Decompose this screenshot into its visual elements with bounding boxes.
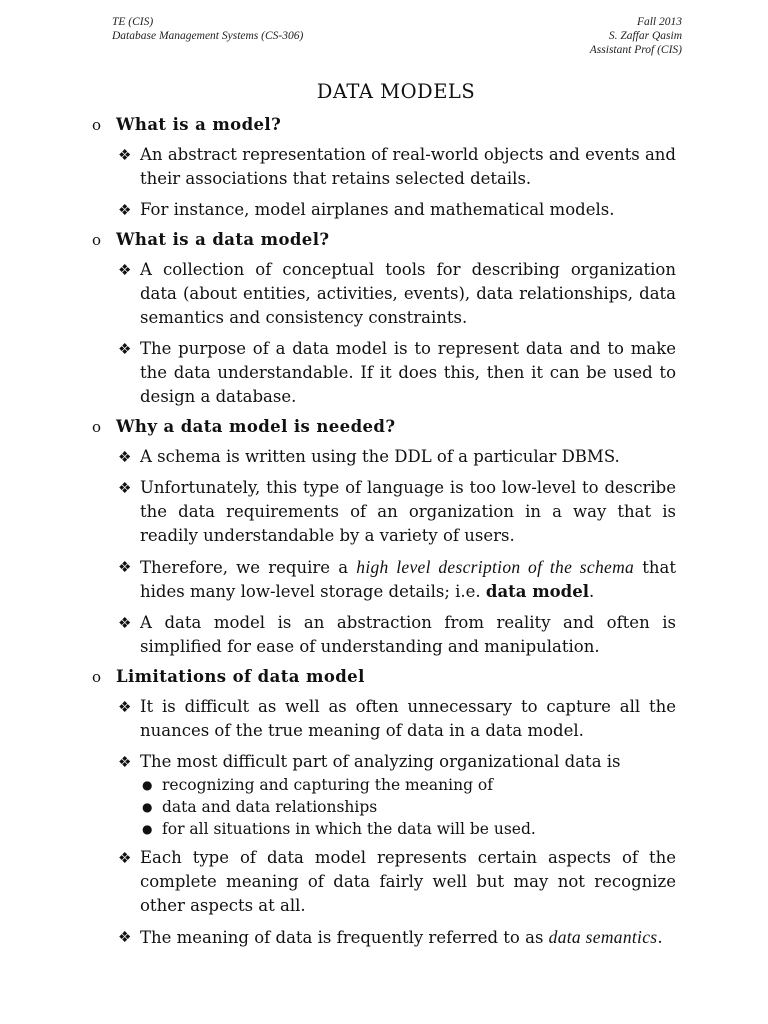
section-what-is-data-model [92,229,676,409]
header-left [112,15,303,43]
circle-bullet-icon: o [92,668,102,686]
diamond-bullet-icon: ❖ [118,479,132,497]
section-heading: o What is a model? [92,115,282,134]
circle-bullet-icon: o [92,418,102,436]
list-item: ❖ An abstract representation of real-world objects and events and their associations that retains selected details. [118,145,676,188]
circle-bullet-icon: o [92,116,102,134]
diamond-bullet-icon: ❖ [118,614,132,632]
instructor-title: Assistant Prof (CIS) [589,44,682,56]
list-item: ❖ For instance, model airplanes and mathematical models. [92,198,676,222]
diamond-bullet-icon: ❖ [118,340,132,358]
sub-list-item: ● for all situations in which the data will be used. [142,820,536,838]
sub-list-item: ● data and data relationships [142,798,378,816]
bold-term: data model [485,582,589,601]
section-heading: o What is a data model? [92,230,330,249]
list-item: ❖ A data model is an abstraction from reality and often is simplified for ease of understanding and manipulation. [118,613,676,656]
semester: Fall 2013 [636,16,682,28]
course-name: Database Management Systems (CS-306) [112,30,304,42]
section-why-needed [92,416,676,659]
list-item: ❖ A collection of conceptual tools for describing organization data (about entities, activities, events), data relationships, data semantics and consistency constraints. [118,260,676,327]
list-item: ❖ Therefore, we require a high level description of the schema that hides many low-level storage details; i.e. data model. [118,557,676,601]
dot-bullet-icon: ● [142,800,153,814]
header-right [590,15,682,57]
diamond-bullet-icon: ❖ [118,753,132,771]
section-limitations [92,666,676,950]
list-item: ❖ The purpose of a data model is to represent data and to make the data understandable. If it does this, then it can be used to design a database. [118,339,676,406]
section-heading: o Why a data model is needed? [92,417,396,436]
diamond-bullet-icon: ❖ [118,448,132,466]
highlighted-phrase: data semantics [548,927,658,947]
sub-list [92,774,676,840]
diamond-bullet-icon: ❖ [118,146,132,164]
dot-bullet-icon: ● [142,778,153,792]
list-item: ❖ Each type of data model represents certain aspects of the complete meaning of data fairly well but may not recognize other aspects at all. [118,848,676,915]
diamond-bullet-icon: ❖ [118,849,132,867]
diamond-bullet-icon: ❖ [118,928,132,946]
circle-bullet-icon: o [92,231,102,249]
list-item: ❖ The most difficult part of analyzing organizational data is [92,750,676,774]
diamond-bullet-icon: ❖ [118,261,132,279]
section-heading: o Limitations of data model [92,667,365,686]
course-code: TE (CIS) [112,16,154,28]
document-body [92,114,676,957]
sub-list-item: ● recognizing and capturing the meaning of [142,776,494,794]
diamond-bullet-icon: ❖ [118,698,132,716]
diamond-bullet-icon: ❖ [118,201,132,219]
list-item: ❖ It is difficult as well as often unnecessary to capture all the nuances of the true meaning of data in a data model. [118,697,676,740]
list-item: ❖ The meaning of data is frequently referred to as data semantics. [118,927,663,947]
page-title: DATA MODELS [316,80,476,103]
list-item: ❖ Unfortunately, this type of language is too low-level to describe the data requirements of an organization in a way that is readily understandable by a variety of users. [118,478,676,545]
dot-bullet-icon: ● [142,822,153,836]
section-what-is-model [92,114,676,222]
instructor-name: S. Zaffar Qasim [608,30,682,42]
diamond-bullet-icon: ❖ [118,558,132,576]
list-item: ❖ A schema is written using the DDL of a particular DBMS. [92,445,676,469]
highlighted-phrase: high level description of the schema [356,557,635,577]
